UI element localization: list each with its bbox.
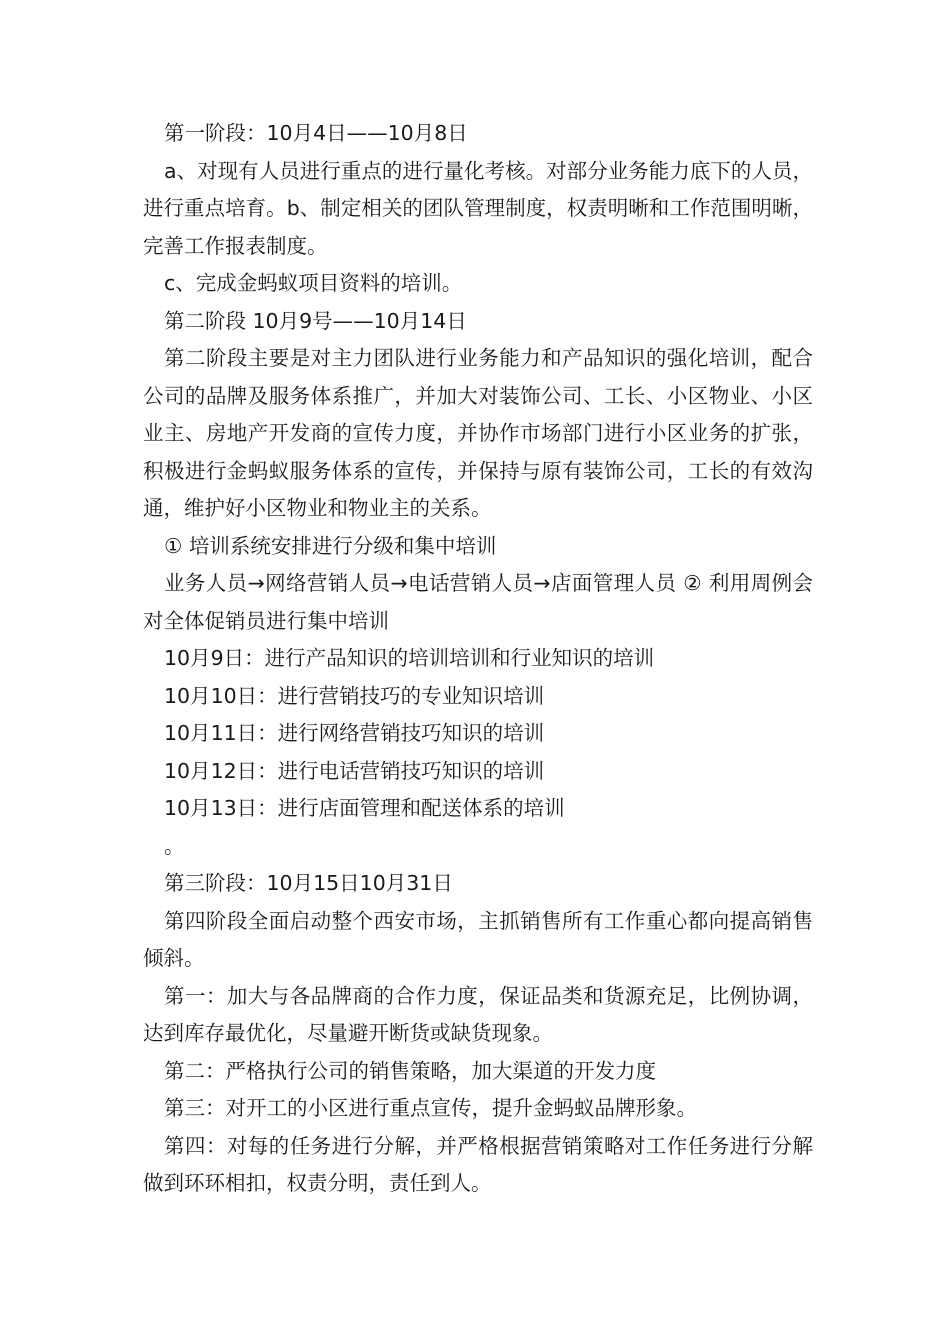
paragraph-phase-2-description: 第二阶段主要是对主力团队进行业务能力和产品知识的强化培训，配合公司的品牌及服务体系推广，并加大对装饰公司、工长、小区物业、小区业主、房地产开发商的宣传力度，并协作市场部门进行小区业务的扩张，积极进行金蚂蚁服务体系的宣传，并保持与原有装饰公司，工长的有效沟通，维护好小区物业和物业主的关系。 xyxy=(143,346,813,520)
paragraph-point-2: 第二：严格执行公司的销售策略，加大渠道的开发力度 xyxy=(164,1058,656,1083)
paragraph-phase-1-tasks-ab: a、对现有人员进行重点的进行量化考核。对部分业务能力底下的人员，进行重点培育。b、制定相关的团队管理制度，权责明晰和工作范围明晰，完善工作报表制度。 xyxy=(143,158,813,258)
paragraph-phase-1-task-c: c、完成金蚂蚁项目资料的培训。 xyxy=(164,271,463,295)
paragraph-training-oct-10: 10月10日：进行营销技巧的专业知识培训 xyxy=(164,683,545,708)
paragraph-point-1: 第一：加大与各品牌商的合作力度，保证品类和货源充足，比例协调，达到库存最优化，尽量避开断货或缺货现象。 xyxy=(143,983,813,1045)
paragraph-phase-2-heading: 第二阶段 10月9号——10月14日 xyxy=(164,308,467,333)
paragraph-training-oct-11: 10月11日：进行网络营销技巧知识的培训 xyxy=(164,721,545,745)
paragraph-point-3: 第三：对开工的小区进行重点宣传，提升金蚂蚁品牌形象。 xyxy=(164,1096,697,1120)
paragraph-training-sequence: 业务人员→网络营销人员→电话营销人员→店面管理人员 ② 利用周例会对全体促销员进行集中培训 xyxy=(143,571,813,633)
paragraph-point-4: 第四：对每的任务进行分解，并严格根据营销策略对工作任务进行分解做到环环相扣，权责分明，责任到人。 xyxy=(143,1133,813,1195)
paragraph-training-oct-13: 10月13日：进行店面管理和配送体系的培训 xyxy=(164,796,565,820)
paragraph-training-oct-9: 10月9日：进行产品知识的培训培训和行业知识的培训 xyxy=(164,646,655,670)
paragraph-phase-3-heading: 第三阶段：10月15日10月31日 xyxy=(164,871,453,895)
paragraph-phase-4-description: 第四阶段全面启动整个西安市场，主抓销售所有工作重心都向提高销售倾斜。 xyxy=(143,908,813,970)
paragraph-stray-period: 。 xyxy=(164,833,185,858)
paragraph-training-arrangement: ① 培训系统安排进行分级和集中培训 xyxy=(164,533,497,558)
paragraph-phase-1-heading: 第一阶段：10月4日——10月8日 xyxy=(164,121,468,145)
paragraph-training-oct-12: 10月12日：进行电话营销技巧知识的培训 xyxy=(164,758,545,783)
document-body xyxy=(143,115,813,1203)
